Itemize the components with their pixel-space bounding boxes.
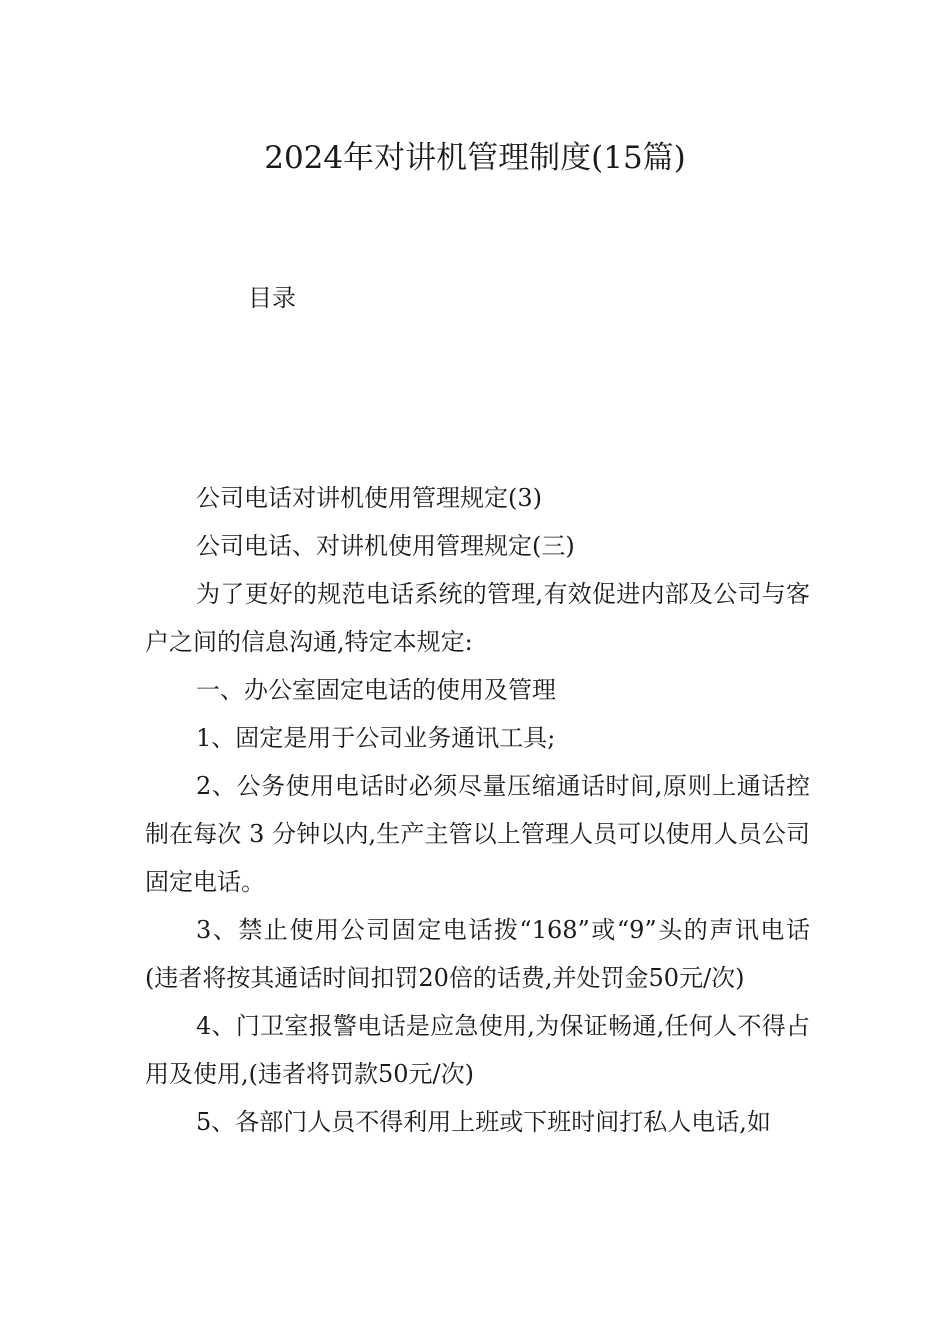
paragraph: 4、门卫室报警电话是应急使用,为保证畅通,任何人不得占用及使用,(违者将罚款50元/次): [145, 1012, 810, 1088]
paragraph: 公司电话、对讲机使用管理规定(三): [196, 532, 575, 560]
paragraph: 3、禁止使用公司固定电话拨“168”或“9”头的声讯电话(违者将按其通话时间扣罚20倍的话费,并处罚金50元/次): [145, 916, 810, 992]
paragraph: 为了更好的规范电话系统的管理,有效促进内部及公司与客户之间的信息沟通,特定本规定:: [145, 580, 810, 656]
document-body: [145, 474, 810, 1146]
paragraph: 5、各部门人员不得利用上班或下班时间打私人电话,如: [196, 1108, 771, 1136]
paragraph: 一、办公室固定电话的使用及管理: [196, 676, 556, 704]
paragraph: 1、固定是用于公司业务通讯工具;: [196, 724, 556, 752]
toc-heading: 目录: [248, 284, 296, 312]
document-title: 2024年对讲机管理制度(15篇): [264, 140, 686, 176]
paragraph: 公司电话对讲机使用管理规定(3): [196, 484, 542, 512]
paragraph: 2、公务使用电话时必须尽量压缩通话时间,原则上通话控制在每次 3 分钟以内,生产主管以上管理人员可以使用人员公司固定电话。: [145, 772, 810, 896]
